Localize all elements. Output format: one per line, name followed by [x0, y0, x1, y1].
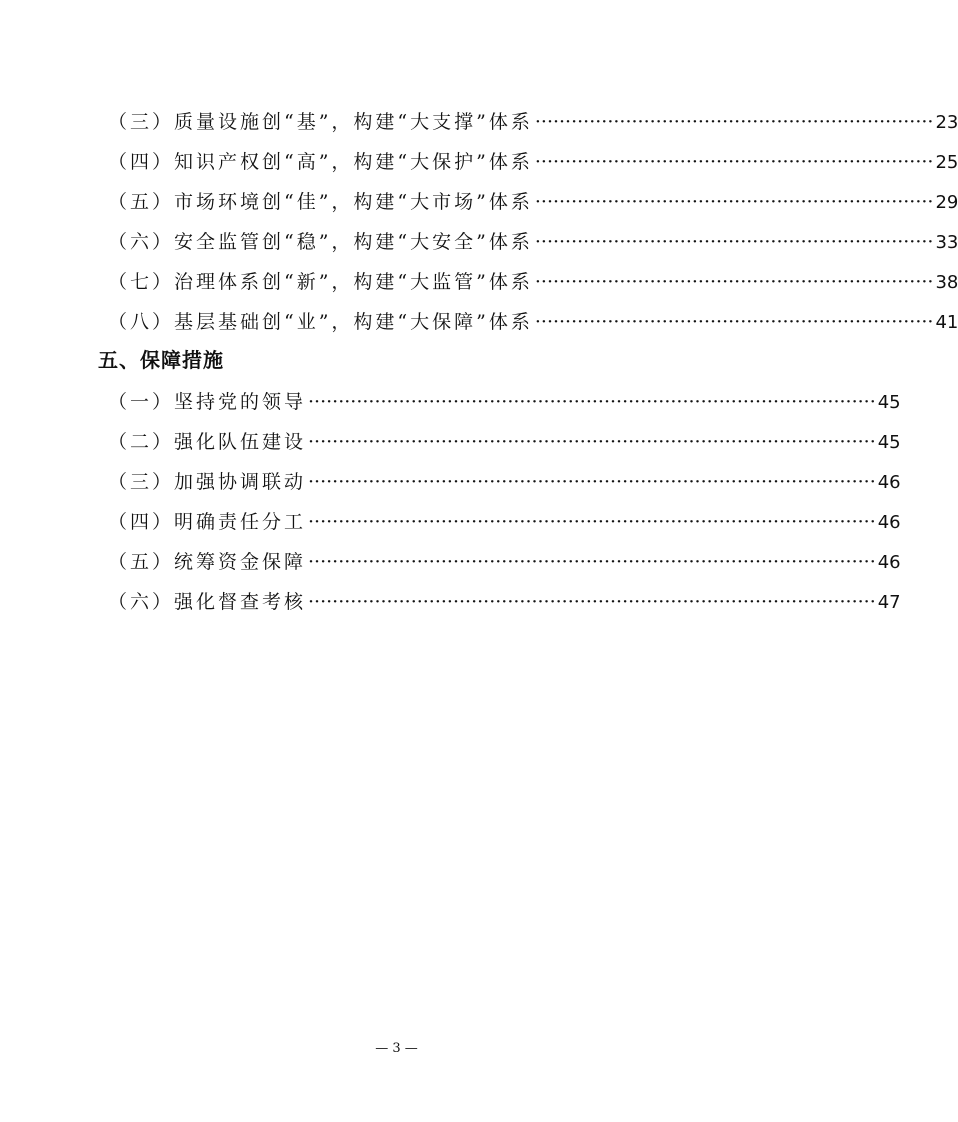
- toc-entry-page: 46: [877, 552, 901, 573]
- toc-entry-label: （二）强化队伍建设: [108, 431, 307, 453]
- toc-entry-page: 45: [877, 432, 901, 453]
- toc-entry-page: 45: [877, 392, 901, 413]
- dot-leader: ··································································: [534, 271, 934, 293]
- toc-entry-label: （一）坚持党的领导: [108, 391, 307, 413]
- toc-entry[interactable]: [108, 270, 958, 295]
- toc-entry-page: 46: [877, 512, 901, 533]
- toc-entry-label: （四）知识产权创“高”，构建“大保护”体系: [108, 151, 533, 173]
- toc-entry[interactable]: [108, 590, 901, 615]
- toc-entry[interactable]: [108, 470, 901, 495]
- toc-entry-label: （四）明确责任分工: [108, 511, 307, 533]
- toc-entry[interactable]: [108, 430, 901, 455]
- toc-entry[interactable]: [108, 550, 901, 575]
- toc-entry[interactable]: [108, 150, 958, 175]
- page-number: — 3 —: [375, 1041, 418, 1056]
- toc-entry-page: 47: [877, 592, 901, 613]
- toc-entry-page: 38: [935, 272, 958, 293]
- toc-entry-page: 29: [935, 192, 958, 213]
- toc-entry-page: 41: [935, 312, 958, 333]
- toc-entry[interactable]: [108, 310, 958, 335]
- toc-entry-label: （六）强化督查考核: [108, 591, 307, 613]
- toc-entry[interactable]: [108, 510, 901, 535]
- toc-entry-label: （七）治理体系创“新”，构建“大监管”体系: [108, 271, 533, 293]
- dot-leader: ······························································································: [308, 511, 876, 533]
- dot-leader: ··································································: [534, 151, 934, 173]
- toc-entry[interactable]: [108, 110, 958, 135]
- dot-leader: ··································································: [534, 231, 934, 253]
- dot-leader: ··································································: [534, 111, 934, 133]
- toc-entry-label: （八）基层基础创“业”，构建“大保障”体系: [108, 311, 533, 333]
- dot-leader: ······························································································: [308, 431, 876, 453]
- toc-entry-label: （五）统筹资金保障: [108, 551, 307, 573]
- toc-entry-label: （三）质量设施创“基”，构建“大支撑”体系: [108, 111, 533, 133]
- dot-leader: ······························································································: [308, 391, 876, 413]
- section-heading[interactable]: 五、保障措施: [98, 348, 224, 372]
- toc-entry[interactable]: [108, 390, 901, 415]
- toc-entry-page: 46: [877, 472, 901, 493]
- dot-leader: ······························································································: [308, 471, 876, 493]
- dot-leader: ··································································: [534, 191, 934, 213]
- toc-entry[interactable]: [108, 230, 958, 255]
- toc-entry-label: （六）安全监管创“稳”，构建“大安全”体系: [108, 231, 533, 253]
- toc-entry-label: （三）加强协调联动: [108, 471, 307, 493]
- dot-leader: ··································································: [534, 311, 934, 333]
- toc-entry-label: （五）市场环境创“佳”，构建“大市场”体系: [108, 191, 533, 213]
- toc-entry-page: 33: [935, 232, 958, 253]
- toc-entry[interactable]: [108, 190, 958, 215]
- dot-leader: ······························································································: [308, 551, 876, 573]
- dot-leader: ······························································································: [308, 591, 876, 613]
- toc-entry-page: 25: [935, 152, 958, 173]
- toc-entry-page: 23: [935, 112, 958, 133]
